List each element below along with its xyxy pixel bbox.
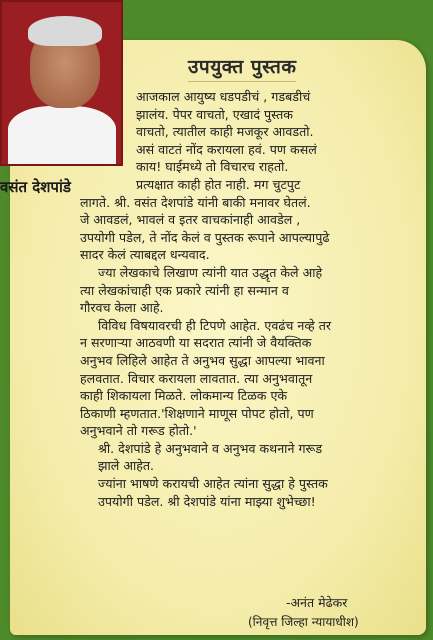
author-name: वसंत देशपांडे [0,178,71,196]
text-line: अनुभव लिहिले आहेत ते अनुभव सुद्धा आपल्या भावना [80,352,325,368]
text-line: काय! घाईमध्ये तो विचारच राहतो. [136,159,289,175]
page-title: उपयुक्त पुस्तक [188,53,296,82]
signature: -अनंत मेढेकर [286,595,348,610]
text-line: झाले आहेत. [98,458,155,474]
text-line: श्री. देशपांडे हे अनुभवाने व अनुभव कथनाने गरूड [98,440,323,456]
text-line: लागते. श्री. वसंत देशपांडे यांनी बाकी मनावर घेतलं. [80,194,311,210]
text-line: वाचतो, त्यातील काही मजकूर आवडतो. [136,124,314,140]
text-line: सादर केलं त्याबद्दल धन्यवाद. [80,247,210,263]
text-line: विविध विषयावरची ही टिपणे आहेत. एवढंच नव्हे तर [98,317,332,333]
text-line: उपयोगी पडेल. श्री देशपांडे यांना माझ्या शुभेच्छा! [98,493,316,509]
text-line: अनुभवाने तो गरूड होतो.' [80,423,197,439]
text-line: गौरवच केला आहे. [80,300,164,316]
text-line: जे आवडलं, भावलं व इतर वाचकांनाही आवडेल , [80,212,301,228]
designation: (निवृत्त जिल्हा न्यायाधीश) [248,615,359,629]
text-line: झालंय. पेपर वाचतो, एखादं पुस्तक [136,106,293,122]
text-line: न सरणाऱ्या आठवणी या सदरात त्यांनी जे वैयक्तिक [80,335,312,351]
text-line: काही शिकायला मिळते. लोकमान्य टिळक एके [80,388,288,404]
text-line: आजकाल आयुष्य धडपडीचं , गडबडीचं [136,89,311,104]
text-line: उपयोगी पडेल, ते नोंद केलं व पुस्तक रूपाने आपल्यापुढे [80,229,330,245]
text-line: त्या लेखकांचाही एक प्रकारे त्यांनी हा सन्मान व [80,282,289,298]
text-line: प्रत्यक्षात काही होत नाही. मग चुटपुट [136,176,301,192]
text-line: ज्या लेखकाचे लिखाण त्यांनी यात उद्धृत केले आहे [98,264,323,280]
text-line: ज्यांना भाषणे करायची आहेत त्यांना सुद्धा हे पुस्तक [98,476,328,492]
body-text [74,88,426,510]
text-line: ठिकाणी म्हणतात.'शिक्षणाने माणूस पोपट होतो, पण [80,405,314,421]
text-line: हलवतात. विचार करायला लावतात. त्या अनुभवातून [80,370,313,386]
text-line: असं वाटतं नोंद करायला हवं. पण कसलं [136,141,317,157]
photo-hair [28,16,102,46]
